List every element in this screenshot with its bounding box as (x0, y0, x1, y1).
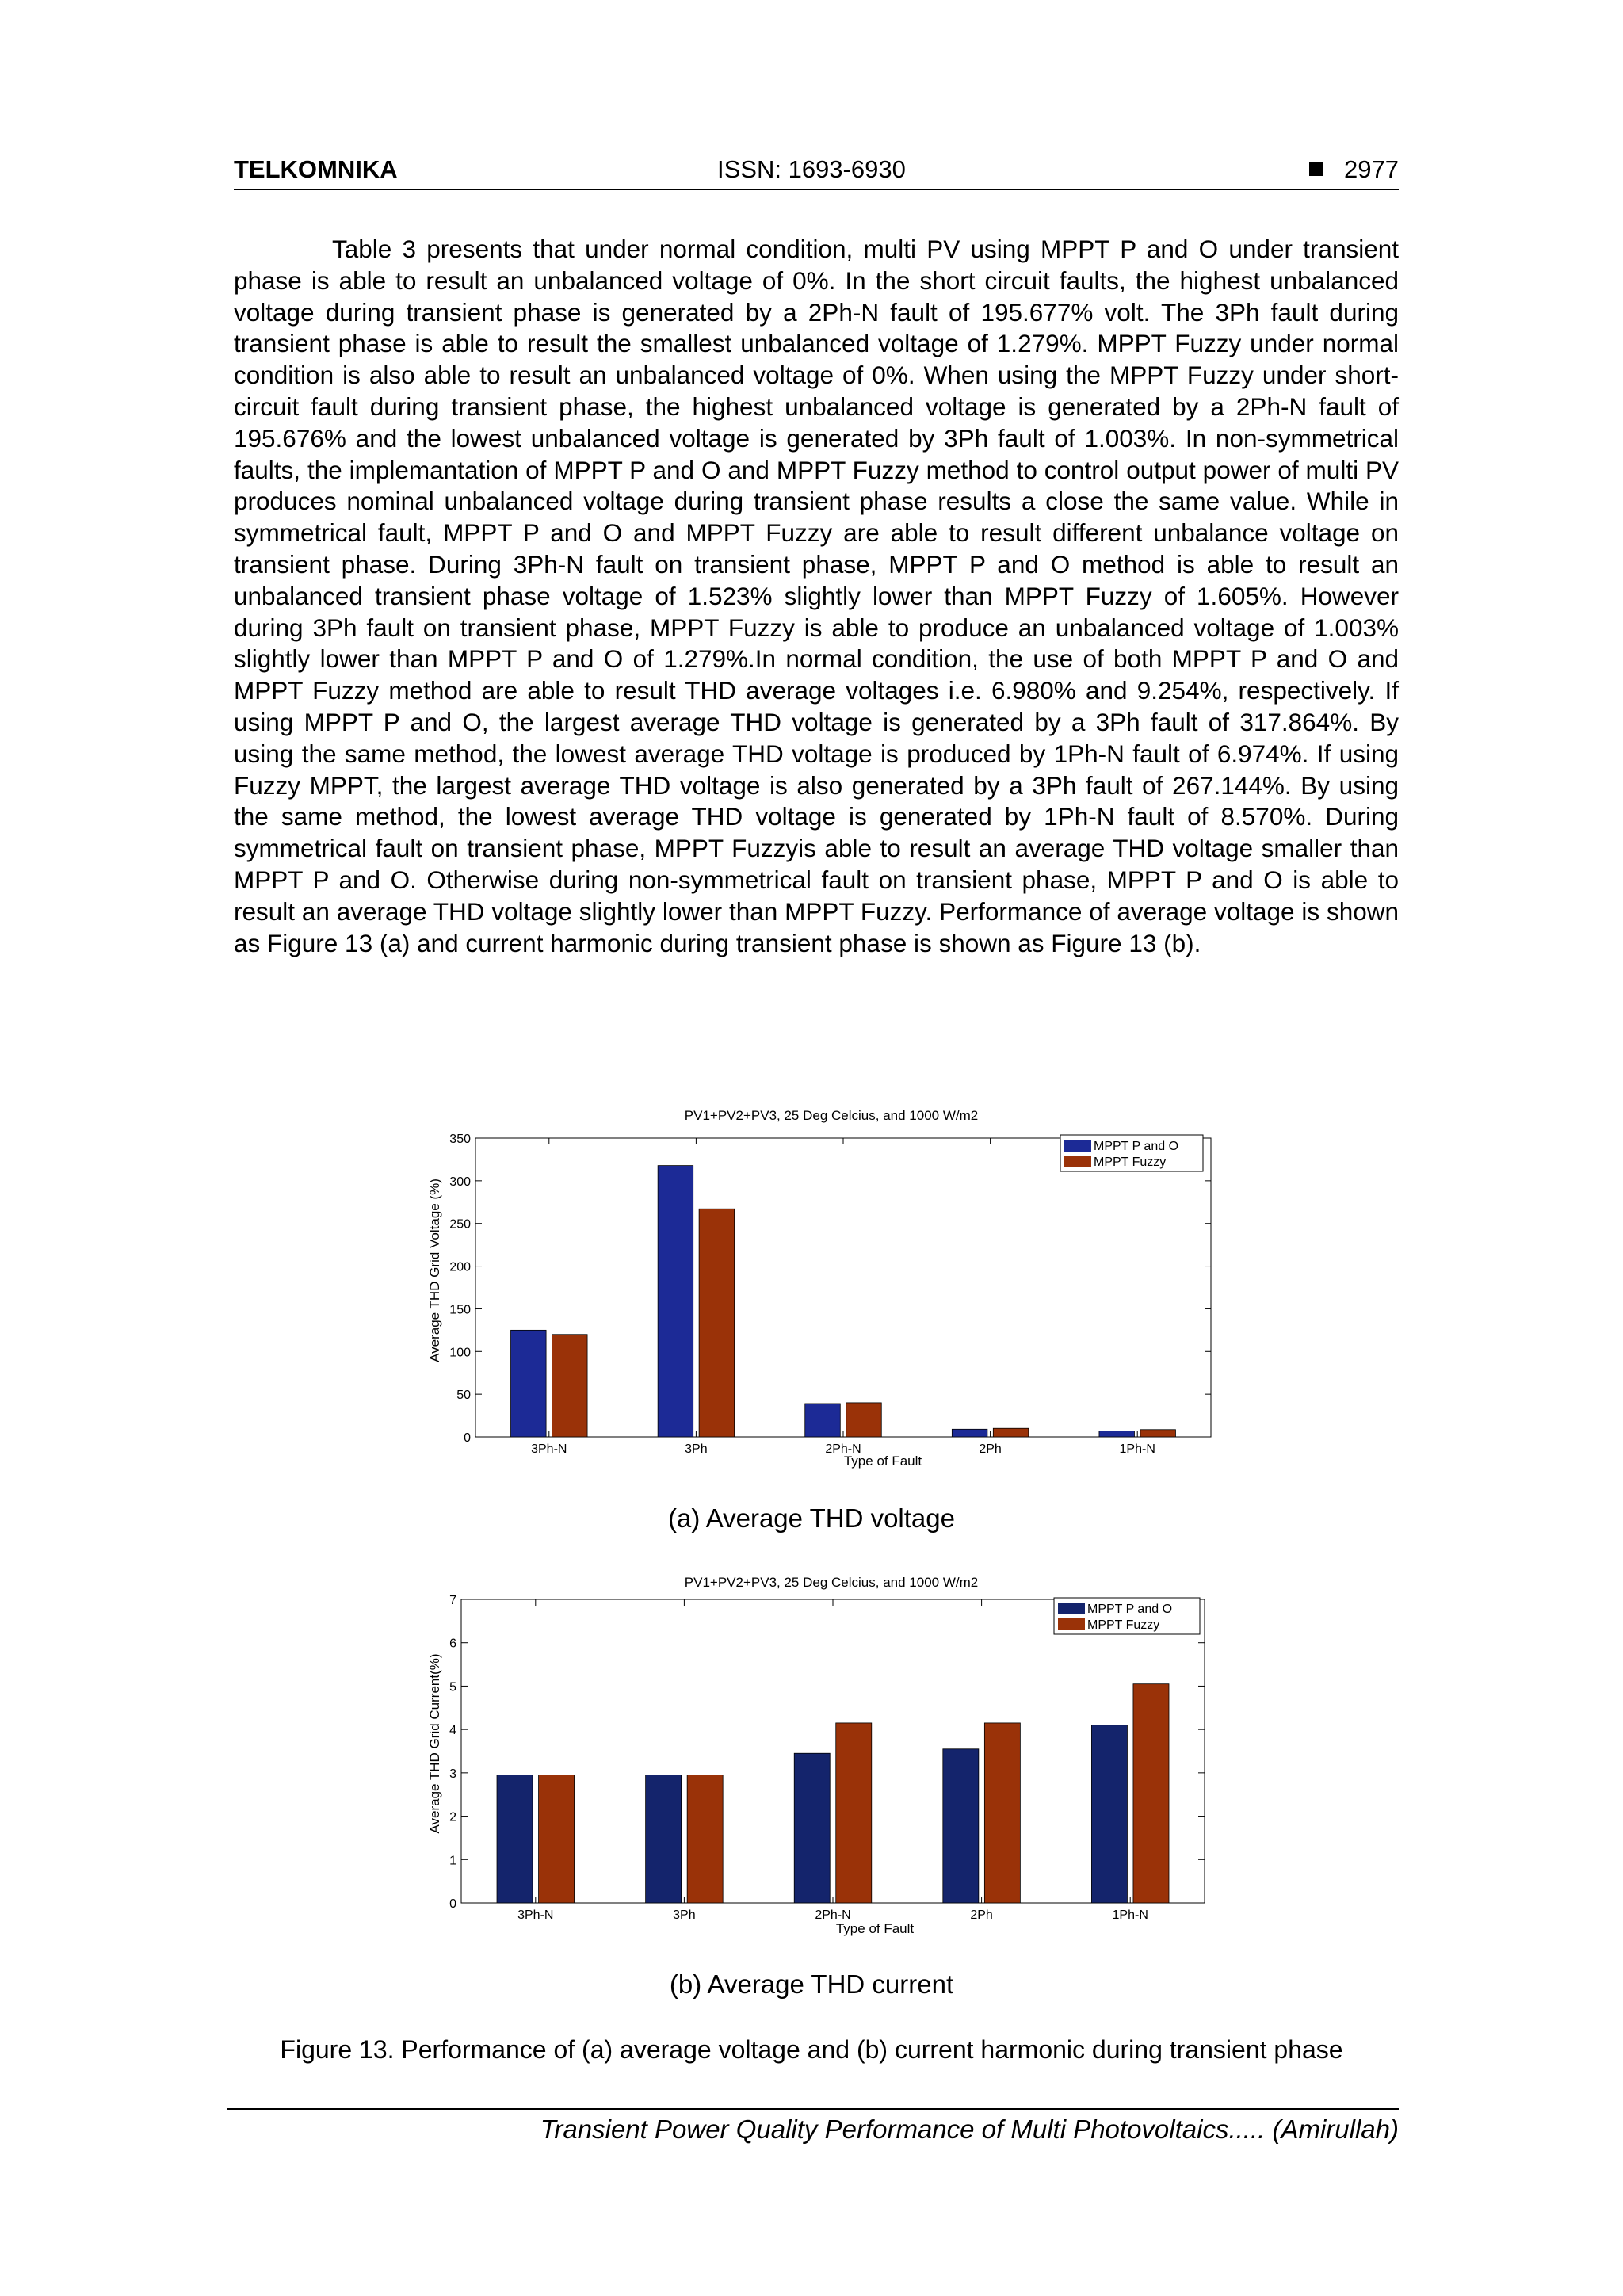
footer-rule (227, 2108, 1399, 2110)
issn: ISSN: 1693-6930 (717, 155, 906, 183)
footer-text: Transient Power Quality Performance of Multi Photovoltaics..... (Amirullah) (540, 2115, 1399, 2144)
legend-swatch-fuzzy (1058, 1618, 1085, 1630)
x-tick-label: 2Ph (979, 1442, 1002, 1456)
y-tick-label: 300 (449, 1175, 471, 1189)
x-tick-label: 3Ph-N (531, 1442, 567, 1456)
bar-mppt-fuzzy-2ph-n (846, 1403, 882, 1437)
x-axis-label: Type of Fault (843, 1454, 922, 1469)
bar-mppt-fuzzy-2ph (984, 1723, 1020, 1903)
y-tick-label: 6 (449, 1637, 456, 1651)
legend (1054, 1598, 1200, 1634)
legend-label-fuzzy: MPPT Fuzzy (1094, 1156, 1167, 1169)
sub-caption-a: (a) Average THD voltage (668, 1503, 955, 1533)
bar-mppt-pando-2ph (952, 1429, 987, 1437)
bar-mppt-pando-3ph (646, 1775, 682, 1903)
y-tick-label: 3 (449, 1767, 456, 1781)
header-rule (234, 189, 1399, 190)
y-tick-label: 0 (449, 1897, 456, 1911)
y-tick-label: 1 (449, 1854, 456, 1868)
bar-mppt-fuzzy-3ph-n (552, 1335, 588, 1437)
bar-mppt-pando-1ph-n (1091, 1725, 1127, 1903)
y-tick-label: 150 (449, 1303, 471, 1317)
chart-title: PV1+PV2+PV3, 25 Deg Celcius, and 1000 W/m2 (684, 1575, 979, 1590)
y-tick-label: 200 (449, 1260, 471, 1274)
bar-mppt-pando-1ph-n (1099, 1431, 1135, 1437)
journal-name: TELKOMNIKA (234, 155, 398, 183)
x-axis-label: Type of Fault (835, 1921, 915, 1936)
bar-mppt-fuzzy-3ph (699, 1209, 735, 1437)
legend-swatch-pando (1064, 1140, 1091, 1152)
body-paragraph: Table 3 presents that under normal condition, multi PV using MPPT P and O under transient phase is able to result an unbalanced voltage of 0%. In the short circuit faults, the highest unbalanced voltage during transient phase is generated by a 2Ph-N fault of 195.677% volt. The 3Ph fault during transient phase is able to result the smallest unbalanced voltage of 1.279%. MPPT Fuzzy under normal condition is also able to result an unbalanced voltage of 0%. When using the MPPT Fuzzy under short-circuit fault during transient phase, the highest unbalanced voltage is generated by a 2Ph-N fault of 195.676% and the lowest unbalanced voltage is generated by 3Ph fault of 1.003%. In non-symmetrical faults, the implemantation of MPPT P and O and MPPT Fuzzy method to control output power of multi PV produces nominal unbalanced voltage during transient phase results a close the same value. While in symmetrical fault, MPPT P and O and MPPT Fuzzy are able to result different unbalance voltage on transient phase. During 3Ph-N fault on transient phase, MPPT P and O method is able to result an unbalanced transient phase voltage of 1.523% slightly lower than MPPT Fuzzy of 1.605%. However during 3Ph fault on transient phase, MPPT Fuzzy is able to produce an unbalanced voltage of 1.003% slightly lower than MPPT P and O of 1.279%.In normal condition, the use of both MPPT P and O and MPPT Fuzzy method are able to result THD average voltages i.e. 6.980% and 9.254%, respectively. If using MPPT P and O, the largest average THD voltage is generated by a 3Ph fault of 317.864%. By using the same method, the lowest average THD voltage is produced by 1Ph-N fault of 6.974%. If using Fuzzy MPPT, the largest average THD voltage is also generated by a 3Ph fault of 267.144%. By using the same method, the lowest average THD voltage is generated by 1Ph-N fault of 8.570%. During symmetrical fault on transient phase, MPPT Fuzzyis able to result an average THD voltage smaller than MPPT P and O. Otherwise during non-symmetrical fault on transient phase, MPPT P and O is able to result an average THD voltage slightly lower than MPPT Fuzzy. Performance of average voltage is shown as Figure 13 (a) and current harmonic during transient phase is shown as Figure 13 (b). (234, 235, 1399, 957)
legend-label-pando: MPPT P and O (1087, 1603, 1173, 1616)
legend (1060, 1135, 1203, 1171)
y-tick-label: 4 (449, 1724, 456, 1738)
bar-mppt-pando-3ph-n (497, 1775, 533, 1903)
y-tick-label: 0 (464, 1431, 471, 1445)
bar-mppt-fuzzy-1ph-n (1133, 1684, 1169, 1903)
y-tick-label: 5 (449, 1680, 456, 1694)
bar-mppt-fuzzy-2ph-n (836, 1723, 872, 1903)
bar-mppt-fuzzy-3ph (687, 1775, 723, 1903)
y-tick-label: 7 (449, 1594, 456, 1607)
y-tick-label: 50 (456, 1389, 471, 1403)
legend-swatch-pando (1058, 1603, 1085, 1614)
x-tick-label: 3Ph-N (517, 1908, 554, 1922)
bar-mppt-fuzzy-1ph-n (1140, 1430, 1176, 1437)
chart-title: PV1+PV2+PV3, 25 Deg Celcius, and 1000 W/m2 (684, 1108, 979, 1123)
x-tick-label: 2Ph (970, 1908, 993, 1922)
sub-caption-b: (b) Average THD current (669, 1969, 954, 1999)
bar-mppt-pando-2ph-n (805, 1404, 841, 1437)
bar-mppt-fuzzy-2ph (993, 1428, 1029, 1437)
y-axis-label: Average THD Grid Current(%) (427, 1653, 442, 1834)
bar-mppt-pando-3ph (658, 1166, 693, 1437)
bar-mppt-pando-3ph-n (511, 1330, 547, 1437)
y-tick-label: 250 (449, 1217, 471, 1232)
page-number: 2977 (1344, 155, 1399, 183)
x-tick-label: 2Ph-N (825, 1442, 861, 1456)
thd-current-chart (412, 1568, 1228, 1948)
y-tick-label: 350 (449, 1133, 471, 1146)
legend-label-pando: MPPT P and O (1094, 1140, 1179, 1153)
x-tick-label: 1Ph-N (1119, 1442, 1155, 1456)
x-tick-label: 1Ph-N (1112, 1908, 1148, 1922)
bar-mppt-fuzzy-3ph-n (539, 1775, 575, 1903)
bar-mppt-pando-2ph-n (794, 1753, 830, 1903)
y-tick-label: 2 (449, 1810, 456, 1824)
y-axis-label: Average THD Grid Voltage (%) (427, 1179, 442, 1362)
square-bullet-icon (1309, 162, 1323, 176)
thd-voltage-chart (412, 1102, 1228, 1482)
x-tick-label: 3Ph (685, 1442, 708, 1456)
x-tick-label: 2Ph-N (815, 1908, 851, 1922)
figure-caption: Figure 13. Performance of (a) average voltage and (b) current harmonic during transient phase (280, 2035, 1343, 2064)
page-number-block (1309, 155, 1399, 184)
page-header (234, 155, 1399, 187)
legend-label-fuzzy: MPPT Fuzzy (1087, 1618, 1160, 1632)
x-tick-label: 3Ph (673, 1908, 696, 1922)
legend-swatch-fuzzy (1064, 1156, 1091, 1167)
y-tick-label: 100 (449, 1346, 471, 1360)
bar-mppt-pando-2ph (943, 1749, 979, 1903)
